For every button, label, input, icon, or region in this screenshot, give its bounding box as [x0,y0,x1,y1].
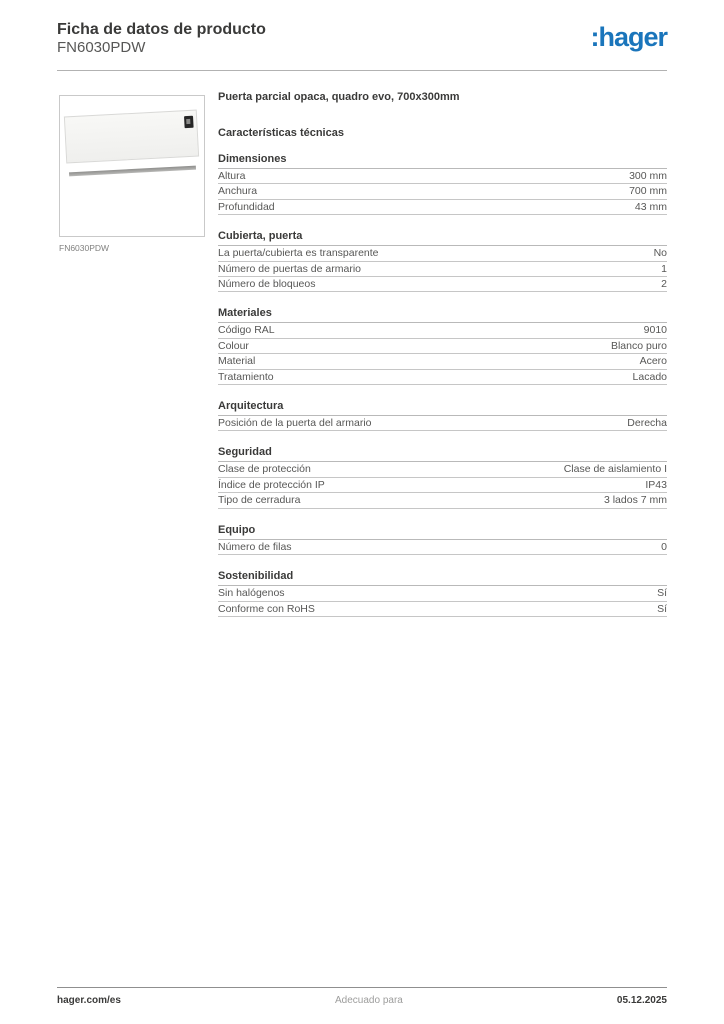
spec-value: 43 mm [634,200,667,213]
spec-label: Colour [218,339,249,352]
spec-value: Derecha [627,417,667,430]
section-title: Materiales [218,307,667,323]
product-image [59,95,205,237]
section-title: Arquitectura [218,400,667,416]
spec-value: 300 mm [629,170,667,182]
spec-row [218,462,667,477]
spec-row [218,262,667,277]
spec-value: Sí [657,602,667,615]
spec-row [218,200,667,215]
tech-characteristics-title: Características técnicas [218,127,344,139]
spec-label: Número de bloqueos [218,278,316,291]
spec-label: Profundidad [218,200,275,213]
spec-value: 1 [661,262,667,275]
spec-column [218,91,667,632]
spec-label: Anchura [218,185,258,198]
spec-value: Blanco puro [610,339,667,352]
spec-label: Índice de protección IP [218,478,325,491]
spec-label: La puerta/cubierta es transparente [218,247,379,260]
spec-row [218,540,667,555]
spec-section [218,400,667,431]
spec-section [218,153,667,215]
spec-sections [218,153,667,617]
spec-value: Sí [657,587,667,600]
spec-row [218,277,667,292]
page-header [57,20,667,68]
spec-row [218,246,667,261]
spec-label: Clase de protección [218,463,311,476]
spec-label: Sin halógenos [218,587,285,600]
footer-date: 05.12.2025 [616,995,667,1006]
spec-value: 3 lados 7 mm [603,494,667,507]
spec-value: No [653,247,667,260]
spec-row [218,493,667,508]
spec-value: Clase de aislamiento I [563,463,667,476]
spec-value: 2 [661,278,667,291]
spec-section [218,230,667,292]
doc-title: Ficha de datos de producto [57,21,266,38]
spec-label: Número de filas [218,540,292,553]
spec-value: Lacado [632,370,667,383]
header-divider [57,70,667,71]
spec-label: Posición de la puerta del armario [218,417,372,430]
footer-suitable-for: Adecuado para [335,995,403,1006]
spec-value: 0 [661,540,667,553]
section-title: Dimensiones [218,153,667,169]
hager-logo: :hager [590,22,667,52]
product-image-caption: FN6030PDW [59,243,110,253]
spec-row [218,354,667,369]
spec-label: Conforme con RoHS [218,602,315,615]
spec-label: Tipo de cerradura [218,494,301,507]
spec-row [218,169,667,184]
section-title: Cubierta, puerta [218,230,667,246]
spec-row [218,602,667,617]
product-panel-illustration [64,110,199,164]
spec-value: IP43 [645,478,667,491]
spec-row [218,478,667,493]
spec-row [218,339,667,354]
spec-label: Altura [218,170,246,182]
spec-section [218,570,667,617]
lock-icon [184,116,194,128]
spec-row [218,323,667,338]
spec-label: Tratamiento [218,370,274,383]
spec-section [218,307,667,385]
spec-section [218,524,667,555]
spec-value: 700 mm [629,185,667,198]
spec-label: Material [218,355,256,368]
spec-value: Acero [639,355,667,368]
footer-website-link[interactable]: hager.com/es [57,995,121,1006]
spec-row [218,370,667,385]
section-title: Sostenibilidad [218,570,667,586]
spec-section [218,446,667,508]
spec-row [218,416,667,431]
spec-row [218,184,667,199]
spec-value: 9010 [643,324,667,337]
product-name: Puerta parcial opaca, quadro evo, 700x300mm [218,91,460,103]
spec-label: Número de puertas de armario [218,262,361,275]
spec-label: Código RAL [218,324,275,337]
spec-row [218,586,667,601]
section-title: Equipo [218,524,667,540]
section-title: Seguridad [218,446,667,462]
product-code: FN6030PDW [57,39,146,56]
panel-rail-illustration [69,166,196,177]
page-footer [57,987,667,1006]
